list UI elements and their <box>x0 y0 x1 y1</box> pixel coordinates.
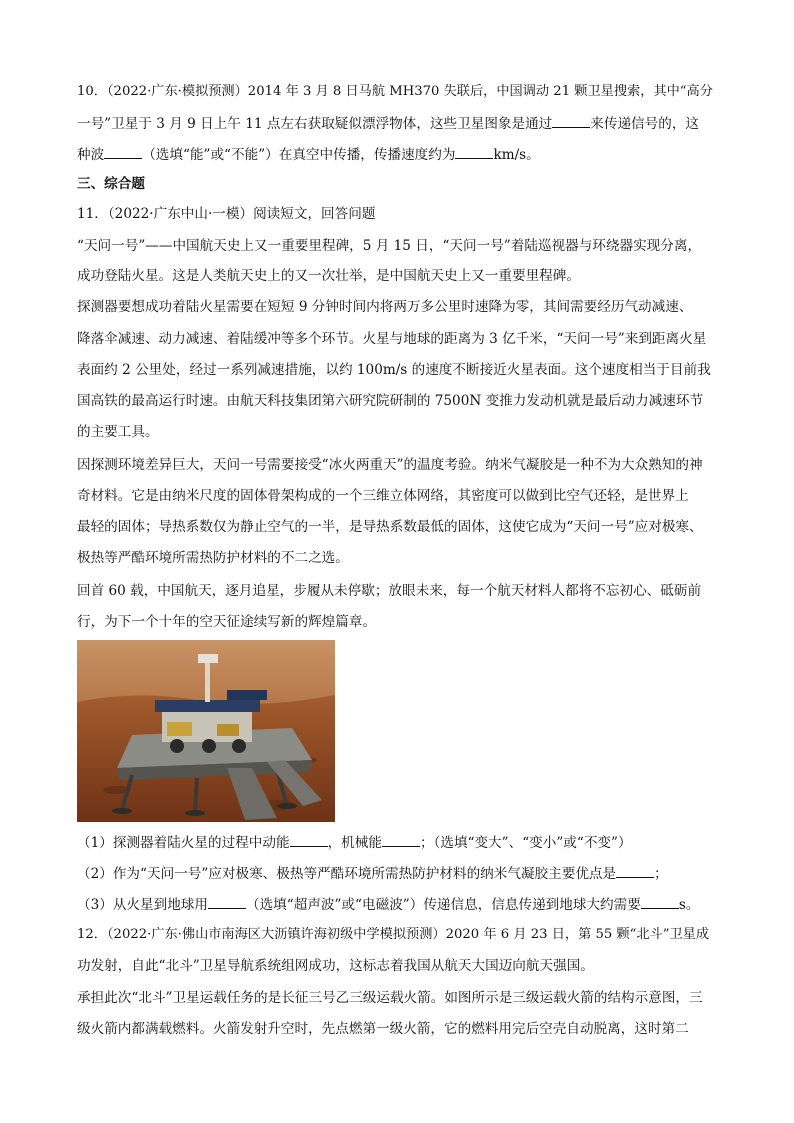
q10-text: 来传递信号的，这 <box>590 116 700 132</box>
q11-p3-line: 极热等严酷环境所需热防护材料的不二之选。 <box>77 550 349 566</box>
q10-line-2 <box>77 113 699 134</box>
q10-text: 种波 <box>77 147 105 163</box>
answer-blank[interactable] <box>552 113 590 128</box>
answer-blank[interactable] <box>290 832 328 847</box>
q11-sub-1 <box>77 832 632 853</box>
q11-head: 11．（2022·广东中山·一模）阅读短文，回答问题 <box>77 206 376 222</box>
answer-blank[interactable] <box>641 894 679 909</box>
answer-blank[interactable] <box>208 894 246 909</box>
sub-text: （1）探测器着陆火星的过程中动能 <box>77 835 290 851</box>
q10-text: 一号”卫星于 3 月 9 日上午 11 点左右获取疑似漂浮物体，这些卫星图象是通过 <box>77 116 553 132</box>
answer-blank[interactable] <box>382 832 420 847</box>
q11-p1-line: 成功登陆火星。这是人类航天史上的又一次壮举，是中国航天史上又一重要里程碑。 <box>77 268 580 284</box>
q11-p3-line: 因探测环境差异巨大，天问一号需要接受“冰火两重天”的温度考验。纳米气凝胶是一种不为大众熟知的神 <box>77 457 703 473</box>
sub-text: ，机械能 <box>327 835 382 851</box>
sub-text: ；（选填“变大”、“变小”或“不变”） <box>419 835 632 851</box>
q12-line-1: 12．（2022·广东·佛山市南海区大沥镇许海初级中学模拟预测）2020 年 6 月 23 日，第 55 颗“北斗”卫星成 <box>77 927 710 942</box>
q10-line-3 <box>77 144 540 165</box>
q11-p2-line: 降落伞减速、动力减速、着陆缓冲等多个环节。火星与地球的距离为 3 亿千米，“天问一号”来到距离火星 <box>77 331 707 347</box>
mars-rover-photo <box>77 640 335 822</box>
q10-text: （选填“能”或“不能”）在真空中传播，传播速度约为 <box>142 147 456 163</box>
answer-blank[interactable] <box>616 863 654 878</box>
sub-text: （选填“超声波”或“电磁波”）传递信息，信息传递到地球大约需要 <box>246 897 641 913</box>
sub-text: s。 <box>678 897 700 913</box>
q11-p2-line: 国高铁的最高运行时速。由航天科技集团第六研究院研制的 7500N 变推力发动机就是最后动力减速环节 <box>77 393 704 409</box>
q11-p2-line: 探测器要想成功着陆火星需要在短短 9 分钟时间内将两万多公里时速降为零，其间需要经历气动减速、 <box>77 299 693 315</box>
sub-text: （3）从火星到地球用 <box>77 897 208 913</box>
section-title: 三、综合题 <box>77 176 145 192</box>
q11-sub-3 <box>77 894 699 915</box>
q11-p4-line: 回首 60 载，中国航天，逐月追星，步履从未停歇；放眼未来，每一个航天材料人都将不忘初心、砥砺前 <box>77 583 702 599</box>
q12-line-2: 功发射，自此“北斗”卫星导航系统组网成功，这标志着我国从航天大国迈向航天强国。 <box>77 958 594 974</box>
q10-text: km/s。 <box>493 147 540 163</box>
sub-text: （2）作为“天问一号”应对极寒、极热等严酷环境所需热防护材料的纳米气凝胶主要优点是 <box>77 866 617 882</box>
q11-sub-2 <box>77 863 668 884</box>
answer-blank[interactable] <box>455 144 493 159</box>
q11-p1-line: “天问一号”——中国航天史上又一重要里程碑，5 月 15 日，“天问一号”着陆巡视器与环绕器实现分离， <box>77 238 702 254</box>
q11-p3-line: 奇材料。它是由纳米尺度的固体骨架构成的一个三维立体网络，其密度可以做到比空气还轻，是世界上 <box>77 488 689 504</box>
q10-line-1: 10．（2022·广东·模拟预测）2014 年 3 月 8 日马航 MH370 失联后，中国调动 21 颗卫星搜索，其中“高分 <box>77 84 713 99</box>
q11-p3-line: 最轻的固体；导热系数仅为静止空气的一半，是导热系数最低的固体，这使它成为“天问一号”应对极寒、 <box>77 519 703 535</box>
q11-p2-line: 表面约 2 公里处，经过一系列减速措施，以约 100m/s 的速度不断接近火星表面。这个速度相当于目前我 <box>77 362 711 378</box>
sub-text: ； <box>654 866 668 882</box>
q12-line-4: 级火箭内都满载燃料。火箭发射升空时，先点燃第一级火箭，它的燃料用完后空壳自动脱离，这时第二 <box>77 1021 689 1037</box>
q11-p4-line: 行，为下一个十年的空天征途续写新的辉煌篇章。 <box>77 614 377 630</box>
q12-line-3: 承担此次“北斗”卫星运载任务的是长征三号乙三级运载火箭。如图所示是三级运载火箭的结构示意图，三 <box>77 990 703 1006</box>
q11-p2-line: 的主要工具。 <box>77 424 159 440</box>
answer-blank[interactable] <box>104 144 142 159</box>
